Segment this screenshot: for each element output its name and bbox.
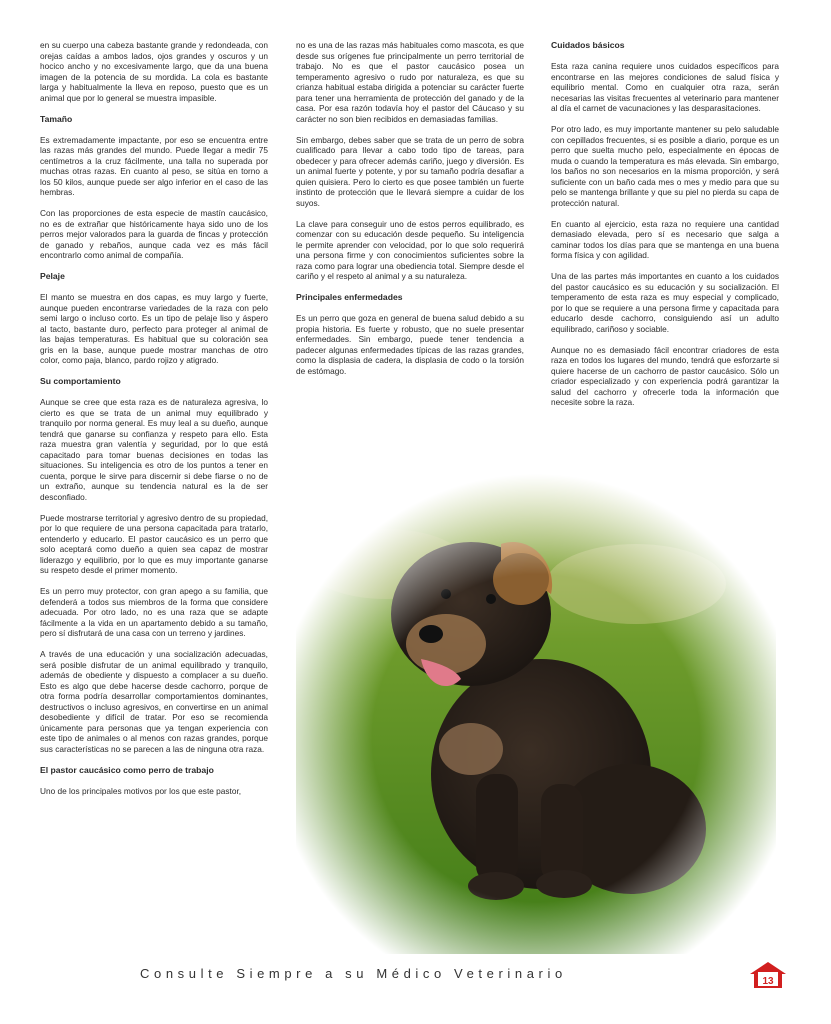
section-heading: Tamaño — [40, 113, 73, 124]
paragraph: Con las proporciones de esta especie de mastín caucásico, no es de extrañar que históricamente haya sido uno de los perros mejor valorados para la guarda de fincas y protección de ganado y rebaños, aunque cada vez es más fácil encontrarlo como animal de compañía. — [40, 208, 268, 260]
page-number: 13 — [762, 976, 774, 987]
paragraph: El manto se muestra en dos capas, es muy largo y fuerte, aunque pueden encontrarse variedades de la raza con pelo semi largo o incluso corto. Es un tipo de pelaje liso y áspero al tacto, bastante duro, perfecto para proteger al animal de las bajas temperaturas. Es habitual que su coloración sea gris en la base, aunque puede mostrar manchas de otro color, como paja, blanco, pardo rojizo y atigrado. — [40, 292, 268, 365]
paragraph: Es un perro muy protector, con gran apego a su familia, que defenderá a todos sus miembros de la forma que considere adecuada. Por otro lado, no es una raza que se adapte fácilmente a la vida en un apartamento debido a su tamaño, pero sí disfrutará de una casa con un terreno y jardines. — [40, 586, 268, 638]
paragraph: Sin embargo, debes saber que se trata de un perro de sobra cualificado para llevar a cabo todo tipo de tareas, para obedecer y para ofrecer además cariño, juego y diversión. Es un animal fuerte y potente, y por su tamaño podría desafiar a quien quisiera. Pero lo cierto es que posee también un fuerte instinto de protección que le llevará siempre a cuidar de los suyos. — [296, 134, 524, 208]
article-column-3 — [551, 40, 779, 418]
paragraph: Aunque no es demasiado fácil encontrar criadores de esta raza en todos los lugares del mundo, tendrá que esforzarte si quiere hacerse de un cachorro de pastor caucásico. Sólo un criador especializado y con experiencia podrá garantizar la salud del cachorro y ofrecerle toda la información que necesite sobre la raza. — [551, 344, 779, 407]
paragraph: Es un perro que goza en general de buena salud debido a su propia historia. Es fuerte y robusto, que no suele presentar enfermedades. Sin embargo, puede tener tendencia a padecer algunas enfermedades típicas de las razas grandes, como la displasia de cadera, la displasia de codo o la torsión de estómago. — [296, 313, 524, 376]
paragraph: Aunque se cree que esta raza es de naturaleza agresiva, lo cierto es que se trata de un animal muy equilibrado y tranquilo por norma general. Es muy leal a su dueño, aunque tendrá que ganarse su confianza y respeto para ello. Esta raza muestra gran valentía y seguridad, por lo que está capacitado para tomar buenas decisiones en todas las situaciones. Su inteligencia es otro de los puntos a tener en cuenta, porque le sirve para discernir si debe fiarse o no de un extraño, aunque su tendencia natural es la de ser desconfiado. — [40, 397, 268, 502]
paragraph: A través de una educación y una socialización adecuadas, será posible disfrutar de un animal equilibrado y tranquilo, además de obediente y dispuesto a complacer a su dueño. Esto es algo que debe hacerse desde cachorro, porque de otra forma podría desarrollar comportamientos dominantes, destructivos o incluso agresivos, en convertirse en un animal desobediente y difícil de tratar. Por eso se recomienda únicamente para personas que ya tengan experiencia con este tipo de animales o al menos con razas grandes, porque sus características no se parecen a las de ninguna otra raza. — [40, 649, 268, 754]
paragraph: La clave para conseguir uno de estos perros equilibrado, es comenzar con su educación desde pequeño. Su inteligencia le permite aprender con velocidad, por lo que solo requerirá una persona firme y con conocimientos suficientes sobre la raza como para lograr una obediencia total. Siempre desde el cariño y el respeto al animal y a su naturaleza. — [296, 218, 524, 281]
paragraph: Esta raza canina requiere unos cuidados específicos para encontrarse en las mejores condiciones de salud física y equilibrio mental. Como en cualquier otra raza, serán necesarias las visitas frecuentes al veterinario para mantener al día el carnet de vacunaciones y las desparasitaciones. — [551, 61, 779, 113]
paragraph: Una de las partes más importantes en cuanto a los cuidados del pastor caucásico es su educación y su socialización. El temperamento de esta raza es muy especial y complicado, por lo que se requiere a una persona firme y capacitada para educarlo desde cachorro, consiguiendo así un adulto equilibrado, cariñoso y sociable. — [551, 271, 779, 334]
paragraph: En cuanto al ejercicio, esta raza no requiere una cantidad demasiado elevada, pero sí es necesario que salga a caminar todos los días para que se mantenga en una buena forma física y con agilidad. — [551, 218, 779, 260]
paragraph: Uno de los principales motivos por los que este pastor, — [40, 785, 242, 796]
paragraph: no es una de las razas más habituales como mascota, es que desde sus orígenes fue principalmente un perro territorial de trabajo. No es que el pastor caucásico posea un temperamento agresivo o rudo por naturaleza, es que su crianza habitual estaba dirigida a potenciar su carácter fuerte para tener una herramienta de protección del ganado y de la casa. Por esa razón todavía hoy el pastor del Cáucaso y su carácter no son bien recibidos en demasiadas familias. — [296, 40, 524, 124]
paragraph: Por otro lado, es muy importante mantener su pelo saludable con cepillados frecuentes, si es posible a diario, porque es un perro que suelta mucho pelo, especialmente en épocas de muda o cuando la temperatura es más elevada. Sin embargo, los baños no son necesarios en la misma proporción, y será suficiente con un baño cada mes o mes y medio para que su pelo se mantenga brillante y que su piel no pierda su capa de protección natural. — [551, 124, 779, 208]
article-column-1 — [40, 40, 268, 807]
paragraph: Puede mostrarse territorial y agresivo dentro de su propiedad, por lo que requiere de una persona capacitada para tratarlo, entenderlo y educarlo. El pastor caucásico es un perro que solo aceptará como dueño a quien sea capaz de mostrar liderazgo y equilibrio, por lo que es muy importante ganarse su respeto desde el primer momento. — [40, 512, 268, 575]
article-column-2 — [296, 40, 524, 387]
section-heading: Cuidados básicos — [551, 40, 625, 50]
section-heading: Su comportamiento — [40, 376, 121, 386]
footer-text: Consulte Siempre a su Médico Veterinario — [140, 966, 567, 981]
page-footer — [0, 960, 831, 990]
paragraph: en su cuerpo una cabeza bastante grande y redondeada, con orejas caídas a ambos lados, ojos grandes y oscuros y un hocico ancho y no excesivamente largo, que da una buena imagen de la potencia de su mordida. La cola es bastante larga y habitualmente la lleva en reposo, puesto que es un animal que por lo general se muestra impasible. — [40, 40, 268, 103]
section-heading: El pastor caucásico como perro de trabajo — [40, 764, 214, 775]
paragraph: Es extremadamente impactante, por eso se encuentra entre las razas más grandes del mundo. Puede llegar a medir 75 centímetros a la cruz fácilmente, una talla no superada por muchas otras razas. En cuanto al peso, se sitúa en torno a los 50 kilos, aunque puede ser algo inferior en el caso de las hembras. — [40, 134, 268, 197]
page-number-badge — [746, 960, 790, 990]
puppy-photo — [296, 474, 776, 954]
section-heading: Principales enfermedades — [296, 292, 403, 302]
section-heading: Pelaje — [40, 271, 65, 281]
